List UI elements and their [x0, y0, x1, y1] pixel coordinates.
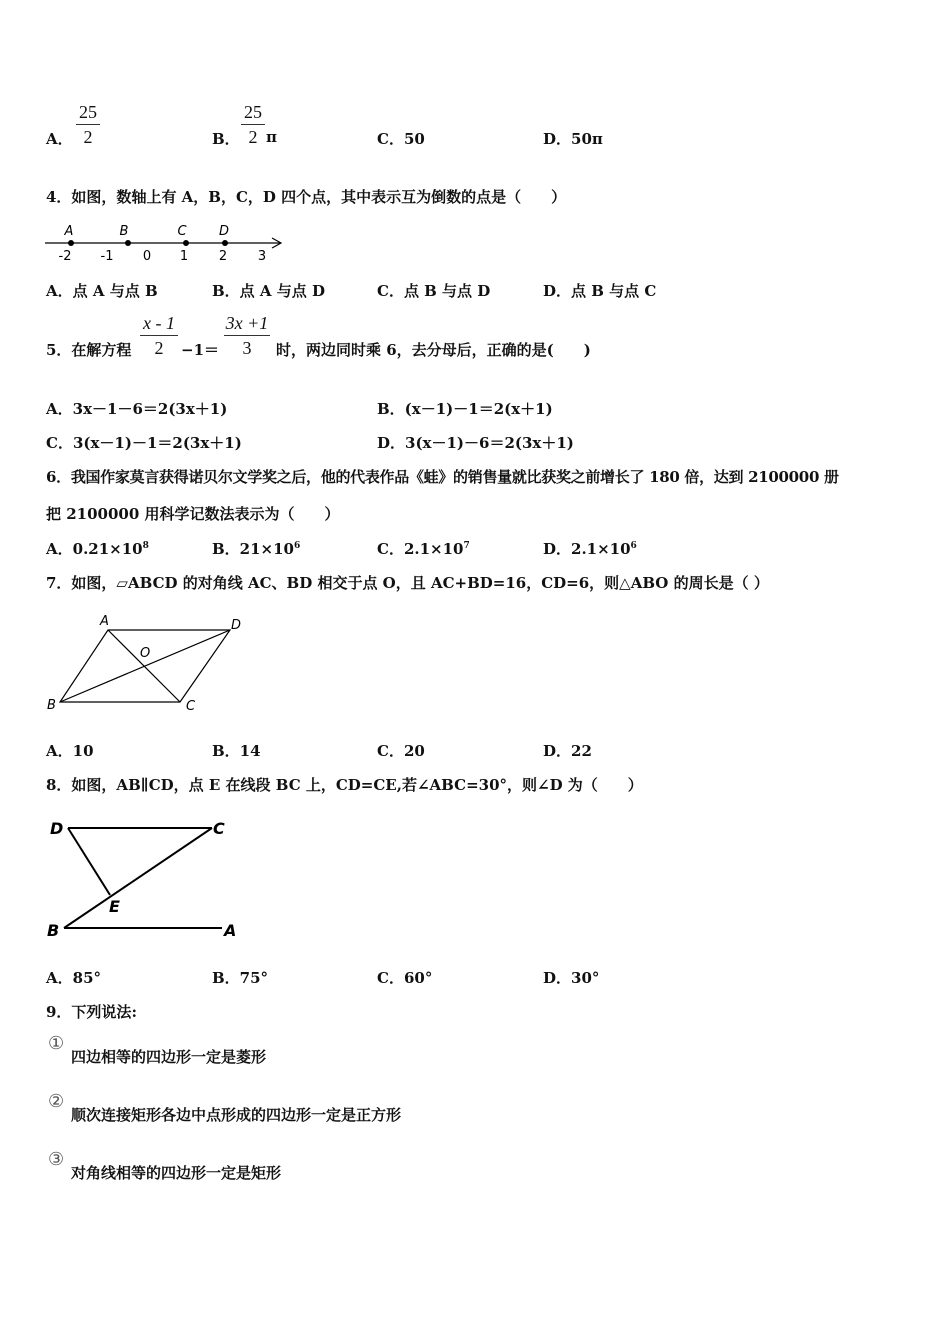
q9-item3-text: 对角线相等的四边形一定是矩形 [71, 1164, 282, 1182]
q3-option-a-letter: A． [46, 130, 73, 148]
q3-option-b-fraction [241, 101, 265, 148]
tick-label-neg2: -2 [58, 249, 72, 264]
q3-option-b-pi: π [266, 128, 277, 146]
q6-a-exponent: 8 [142, 541, 149, 551]
point-label-b: B [119, 224, 129, 239]
q6-option-d [543, 538, 637, 559]
q4-option-d: D．点 B 与点 C [543, 282, 657, 300]
tick-label-1: 1 [179, 249, 189, 264]
q9-item2-mark: ② [48, 1091, 65, 1112]
label-c: C [213, 819, 225, 838]
q6-option-c [377, 538, 470, 559]
q5-right-denominator: 3 [242, 338, 252, 358]
q4-option-c: C．点 B 与点 D [377, 282, 491, 300]
q5-left-denominator: 2 [154, 338, 164, 358]
tick-label-0: 0 [142, 249, 152, 264]
q5-option-d: D．3(x－1)－6＝2(3x＋1) [377, 434, 574, 452]
q3-b-numerator: 25 [244, 102, 262, 122]
q8-option-c: C．60° [377, 969, 433, 987]
q7-option-c: C．20 [377, 742, 425, 760]
tick-label-3: 3 [257, 249, 267, 264]
q8-option-d: D．30° [543, 969, 600, 987]
q5-suffix: 时，两边同时乘 6，去分母后，正确的是( ) [276, 341, 591, 359]
point-c-dot [183, 240, 189, 246]
q4-stem: 4．如图，数轴上有 A，B，C，D 四个点，其中表示互为倒数的点是（ ） [46, 188, 567, 206]
q5-option-b: B．(x－1)－1＝2(x＋1) [377, 400, 553, 418]
q6-stem-line1: 6．我国作家莫言获得诺贝尔文学奖之后，他的代表作品《蛙》的销售量就比获奖之前增长了 180 倍，达到 2100000 册 [46, 468, 839, 486]
q3-option-d: D．50π [543, 130, 603, 148]
point-label-d: D [218, 224, 230, 239]
q5-prefix: 5．在解方程 [46, 341, 132, 359]
q3-b-denominator: 2 [248, 127, 258, 147]
q3-a-denominator: 2 [83, 127, 93, 147]
q5-fraction-left [140, 312, 178, 359]
q7-option-d: D．22 [543, 742, 592, 760]
q6-c-base: C．2.1×10 [377, 540, 464, 558]
q8-parallel-lines-figure [40, 812, 250, 942]
q5-left-numerator: x - 1 [143, 313, 175, 333]
q3-option-c: C．50 [377, 130, 425, 148]
tick-label-neg1: -1 [100, 249, 114, 264]
q9-item1-mark: ① [48, 1033, 65, 1054]
q7-parallelogram-figure [40, 610, 260, 718]
q6-option-a [46, 538, 149, 559]
q6-b-exponent: 6 [294, 541, 301, 551]
q8-stem: 8．如图，AB∥CD，点 E 在线段 BC 上，CD=CE,若∠ABC=30°，则∠D 为（ ） [46, 776, 643, 794]
q3-a-numerator: 25 [79, 102, 97, 122]
q8-option-a: A．85° [46, 969, 102, 987]
q6-d-exponent: 6 [630, 541, 637, 551]
label-d: D [231, 618, 242, 633]
tick-label-2: 2 [218, 249, 228, 264]
q5-right-numerator: 3x +1 [225, 313, 269, 333]
label-b: B [47, 698, 56, 713]
point-d-dot [222, 240, 228, 246]
label-c: C [186, 699, 196, 714]
point-b-dot [125, 240, 131, 246]
q4-option-a: A．点 A 与点 B [46, 282, 158, 300]
label-a: A [100, 614, 109, 629]
q6-option-b [212, 538, 300, 559]
q4-option-b: B．点 A 与点 D [212, 282, 325, 300]
q5-option-c: C．3(x－1)－1＝2(3x＋1) [46, 434, 242, 452]
q4-number-line [40, 222, 290, 264]
q9-item2-text: 顺次连接矩形各边中点形成的四边形一定是正方形 [71, 1106, 402, 1124]
q5-middle: −1＝ [181, 341, 220, 359]
q3-option-a-fraction [76, 101, 100, 148]
q7-option-a: A．10 [46, 742, 94, 760]
q6-c-exponent: 7 [463, 541, 470, 551]
segment-cb [64, 828, 212, 928]
point-a-dot [68, 240, 74, 246]
q9-item1-text: 四边相等的四边形一定是菱形 [71, 1048, 267, 1066]
q5-option-a: A．3x－1－6＝2(3x＋1) [46, 400, 228, 418]
point-label-a: A [64, 224, 74, 239]
label-b: B [47, 921, 60, 940]
q9-item3-mark: ③ [48, 1149, 65, 1170]
point-label-c: C [177, 224, 187, 239]
q6-a-base: A．0.21×10 [46, 540, 143, 558]
label-a: A [224, 921, 237, 940]
q8-option-b: B．75° [212, 969, 269, 987]
q7-option-b: B．14 [212, 742, 261, 760]
q9-stem: 9．下列说法: [46, 1003, 137, 1021]
q3-option-b-letter: B． [212, 130, 240, 148]
q7-stem: 7．如图，▱ABCD 的对角线 AC、BD 相交于点 O，且 AC+BD=16，CD=6，则△ABO 的周长是（ ） [46, 574, 769, 592]
label-d: D [50, 819, 64, 838]
label-e: E [109, 897, 120, 916]
q5-fraction-right [224, 312, 270, 359]
q6-stem-line2: 把 2100000 用科学记数法表示为（ ） [46, 505, 340, 523]
label-o: O [140, 646, 151, 661]
q6-b-base: B．21×10 [212, 540, 294, 558]
segment-de [68, 828, 110, 895]
q6-d-base: D．2.1×10 [543, 540, 631, 558]
